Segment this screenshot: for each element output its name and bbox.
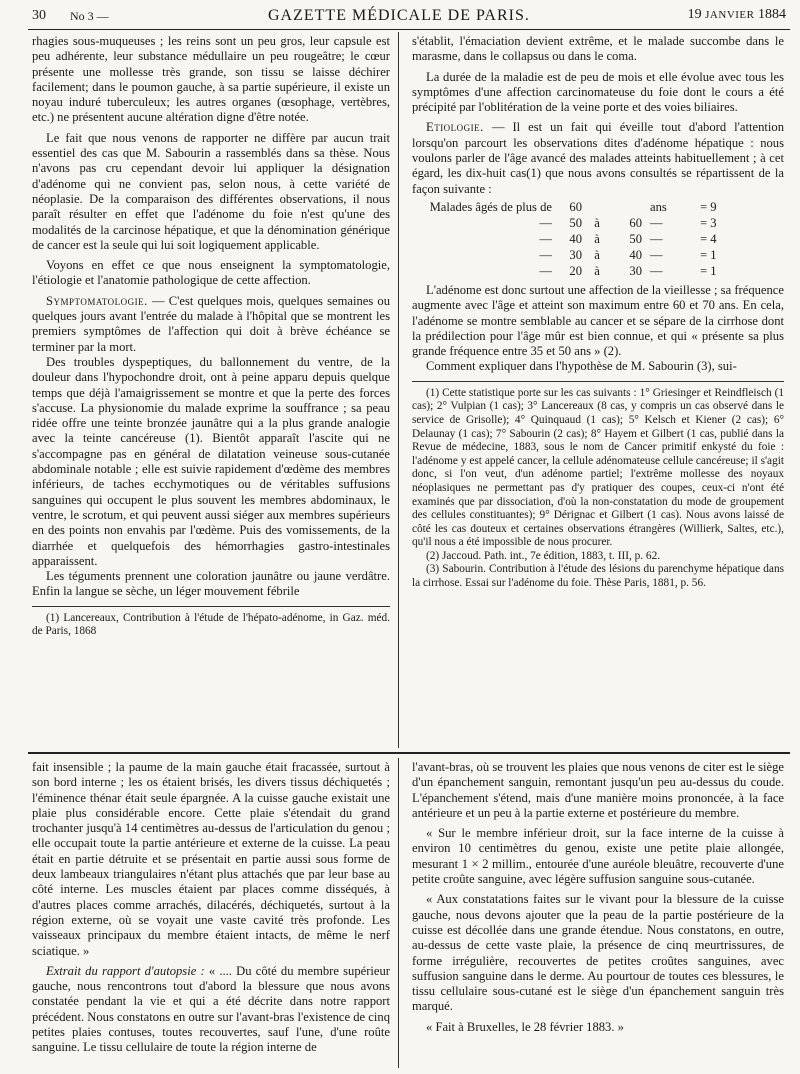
paragraph: « Sur le membre inférieur droit, sur la face interne de la cuisse à environ 10 centimètres du genou, existe une petite plaie allongée, mesurant 1 × 2 millim., entourée d'une auréole bleuâtre, recouverte d'une petite croûte sanguine, avec légère suffusion sanguine sous-cutanée. [412, 826, 784, 887]
cell: — [650, 215, 663, 230]
column-top-left [32, 34, 390, 639]
column-bottom-left [32, 760, 390, 1056]
cell: — [650, 247, 663, 262]
date-month: JANVIER [705, 9, 755, 21]
paragraph: Des troubles dyspeptiques, du ballonnement du ventre, de la douleur dans l'hypochondre droit, ont à peine apparu depuis quelque temps que déjà l'amaigrissement se montre et que la perte des forces s'accuse. La physionomie du malade exprime la souffrance ; sa peau ridée offre une teinte bronzée jaunâtre qui a la plus grande analogie avec la teinte cancéreuse (1). Bientôt apparaît l'ascite qui ne s'accompagne pas en général de dilatation veineuse sous-cutanée abdominale notable ; elle est suivie rapidement d'œdème des membres inférieurs, de taches ecchymotiques ou de véritables suffusions sanguines qui occupent le plus souvent les membres abdominaux, le ventre, le scrotum, et qui peuvent aussi siéger aux membres supérieurs en des points non envahis par l'œdème. Puis des vomissements, de la diarrhée et quelquefois des hémorrhagies gastro-intestinales apparaissent. [32, 354, 390, 568]
footnote: (2) Jaccoud. Path. int., 7e édition, 1883, t. III, p. 62. [426, 549, 661, 562]
cell: à [594, 215, 600, 230]
cell: à [594, 247, 600, 262]
date-year: 1884 [758, 7, 786, 22]
column-divider-bottom [398, 758, 399, 1068]
cell: — [539, 263, 552, 278]
cell: — [650, 263, 663, 278]
paragraph: Le fait que nous venons de rapporter ne diffère par aucun trait essentiel des cas que M. Sabourin a rassemblés dans sa thèse. Nous n'avons pas cru cependant devoir lui appliquer la désignation d'adénome qui ne convient pas, selon nous, à cette variété de néoplasie. De la comparaison des différentes observations, il nous paraît résulter en effet que l'adénome du foie n'est qu'une des modalités de la carcinose hépatique, et que la dénomination générique de cancer est la seule qui lui soit logiquement applicable. [32, 130, 390, 252]
header-rule [28, 29, 790, 30]
paragraph: fait insensible ; la paume de la main gauche était fracassée, surtout à son bord interne ; les os étaient brisés, les divers tissus déchiquetés ; l'éminence thénar était seule épargnée. A la cuisse gauche existait une plaie plus considérable encore. Cette plaie s'étendait du grand trochanter jusqu'à 14 centimètres au-dessus de l'articulation du genou ; elle occupait toute la partie antérieure et externe de la cuisse. La peau était en partie détruite et se présentait en partie aussi sous forme de deux lambeaux triangulaires n'étant plus attachés que par leur base au côté interne. Les muscles étaient par places comme disséqués, à d'autres places comme arrachés, dilacérés, déchiquetés, surtout à la région externe, où se voyait une vaste cavité très profonde. Les vaisseaux principaux du membre étaient intacts, de même le nerf sciatique. » [32, 760, 390, 958]
paragraph: Les téguments prennent une coloration jaunâtre ou jaune verdâtre. Enfin la langue se sèche, un léger mouvement fébrile [32, 569, 390, 599]
footnote: (1) Cette statistique porte sur les cas suivants : 1° Griesinger et Reindfleisch (1 cas); 2° Vulpian (1 cas); 3° Lancereaux (8 cas, y compris un cas observé dans le service de Grisolle); 4° Quinquaud (1 cas); 5° Kelsch et Kiener (2 cas); 6° Delaunay (1 cas); 7° Sabourin (2 cas); 8° Hayem et Gilbert (1 cas, publié dans la Revue de médecine, 1883, sous le nom de Cancer primitif enkysté du foie : l'adénome y est appelé cancer, la cellule adénomateuse cellule cancéreuse; il s'agit donc, si l'on veut, d'un adénome partiel; l'extrême mollesse des noyaux néoplasiques ne permettant pas d'y pratiquer des coupes, ceux-ci n'ont été examinés que par dissociation, d'où la non-constatation du mode de groupement des cellules constituantes); 9° Dérignac et Gilbert (1 cas). Nous avons laissé de côté les cas douteux et certaines observations étrangères (Willierk, Saltes, etc.), qu'il nous a été impossible de nous procurer. [412, 386, 784, 549]
cell: = 1 [700, 247, 717, 262]
cell [612, 199, 642, 215]
cell: 20 [569, 263, 582, 278]
cell: — [539, 231, 552, 246]
cell: à [594, 231, 600, 246]
signature-line: « Fait à Bruxelles, le 28 février 1883. » [426, 1019, 624, 1034]
journal-title: GAZETTE MÉDICALE DE PARIS. [268, 7, 530, 24]
paragraph-text: « .... Du côté du membre supérieur gauche, nous rencontrons tout d'abord la blessure que nous avons constatée pendant la vie et qui a été décrite dans notre rapport précédent. Nous constatons en outre sur l'avant-bras l'existence de cinq petites plaies contuses, toutes recouvertes, sauf l'une, d'une roûte sanguine. Le tissu cellulaire de toute la région interne de [32, 963, 390, 1055]
section-heading: Symptomatologie. [46, 293, 148, 308]
paragraph: « Aux constatations faites sur le vivant pour la blessure de la cuisse gauche, nous devons ajouter que la peau de la partie postérieure de la cuisse est décollée dans une grande étendue. Nous constatons, en outre, au-dessus de cette vaste plaie, la présence de cinq meurtrissures, de forme irrégulière, recouvertes de petites croûtes sanguines, avec suffusion sanguine dans le derme. Au pourtour de toutes ces blessures, le tissu cellulaire sous-cutané est le siège d'un épanchement sanguin très marqué. [412, 892, 784, 1014]
cell: = 3 [700, 215, 717, 230]
footnote-rule [412, 381, 784, 382]
paragraph: La durée de la maladie est de peu de mois et elle évolue avec tous les symptômes d'une affection carcinomateuse du foie dont le cours a été précipité par l'oblitération de la veine porte et des voies biliaires. [412, 69, 784, 115]
cell: — [539, 247, 552, 262]
footnote: (1) Lancereaux, Contribution à l'étude de l'hépato-adénome, in Gaz. méd. de Paris, 1868 [32, 611, 390, 638]
cell: = 4 [700, 231, 717, 246]
paragraph: l'avant-bras, où se trouvent les plaies que nous venons de citer est le siège d'un épanchement sanguin, remontant jusqu'un peu au-dessus du coude. L'épanchement s'étend, mais d'une manière moins prononcée, à la face antérieure et un peu à la partie externe et postérieure du membre. [412, 760, 784, 820]
table-row [412, 247, 784, 263]
paragraph [32, 964, 390, 1056]
cell: = 1 [700, 263, 717, 278]
cell: 50 [629, 231, 642, 246]
page-header [28, 6, 788, 28]
paragraph [32, 294, 390, 355]
table-row [412, 215, 784, 231]
cell: 50 [569, 215, 582, 230]
date-day: 19 [687, 7, 702, 22]
table-row [412, 231, 784, 247]
cell: — [650, 231, 663, 246]
report-heading: Extrait du rapport d'autopsie : [46, 963, 205, 978]
page-number: 30 [32, 8, 46, 23]
column-bottom-right [412, 760, 784, 1035]
cell: 60 [629, 215, 642, 230]
paragraph-text: — Il est un fait qui éveille tout d'abord l'attention lorsqu'on parcourt les observations dites d'adénome hépatique : nous voulons parler de l'âge avancé des malades atteints habituellement ; à cet égard, les dix-huit cas(1) que nous avons consultés se répartissent de la façon suivante : [412, 120, 784, 196]
cell: 30 [569, 247, 582, 262]
cell: — [539, 215, 552, 230]
cell: 30 [629, 263, 642, 278]
paragraph: Comment expliquer dans l'hypothèse de M. Sabourin (3), sui- [426, 359, 737, 374]
issue-date [688, 7, 786, 23]
section-heading: Etiologie. [426, 120, 484, 135]
age-statistics-table [412, 199, 784, 279]
issue-number: No 3 — [70, 9, 109, 23]
cell [582, 199, 612, 215]
column-top-right [412, 34, 784, 591]
cell: = 9 [700, 199, 717, 214]
footnote: (3) Sabourin. Contribution à l'étude des lésions du parenchyme hépatique dans la cirrhose. Essai sur l'adénome du foie. Thèse Paris, 1881, p. 56. [412, 563, 784, 590]
cell: 60 [569, 199, 582, 214]
cell: 40 [629, 247, 642, 262]
column-divider-top [398, 32, 399, 748]
table-row [412, 199, 784, 215]
footnote-rule [32, 606, 390, 607]
cell: à [594, 263, 600, 278]
cell: Malades âgés de plus de [429, 199, 552, 214]
paragraph: L'adénome est donc surtout une affection de la vieillesse ; sa fréquence augmente avec l'âge et atteint son maximum entre 60 et 70 ans. En cela, l'adénome se montre semblable au cancer et se sépare de la cirrhose dont la prédilection pour l'âge mûr est bien connue, et qui « présente sa plus grande fréquence entre 35 et 50 ans » (2). [412, 282, 784, 359]
paragraph: rhagies sous-muqueuses ; les reins sont un peu gros, leur capsule est peu adhérente, leur substance médullaire un peu rougeâtre; le cœur présente une mollesse très grande, son tissu se laisse déchirer facilement; dans le poumon gauche, à sa partie supérieure, il existe un noyau induré tuberculeux; les autres organes (œsophage, vertèbres, etc.) ne présentent aucune altération digne d'être notée. [32, 34, 390, 125]
cell: 40 [569, 231, 582, 246]
cell: ans [650, 199, 667, 214]
paragraph [412, 120, 784, 196]
paragraph-text: — C'est quelques mois, quelques semaines ou quelques jours avant l'entrée du malade à l'hôpital que se montrent les premiers symptômes de l'affection qui doit à brève échéance se terminer par la mort. [32, 293, 390, 354]
table-row [412, 263, 784, 279]
paragraph: Voyons en effet ce que nous enseignent la symptomatologie, l'étiologie et l'anatomie pathologique de cette affection. [32, 258, 390, 288]
paragraph: s'établit, l'émaciation devient extrême, et le malade succombe dans le marasme, dans le collapsus ou dans le coma. [412, 34, 784, 64]
section-divider [28, 752, 790, 754]
